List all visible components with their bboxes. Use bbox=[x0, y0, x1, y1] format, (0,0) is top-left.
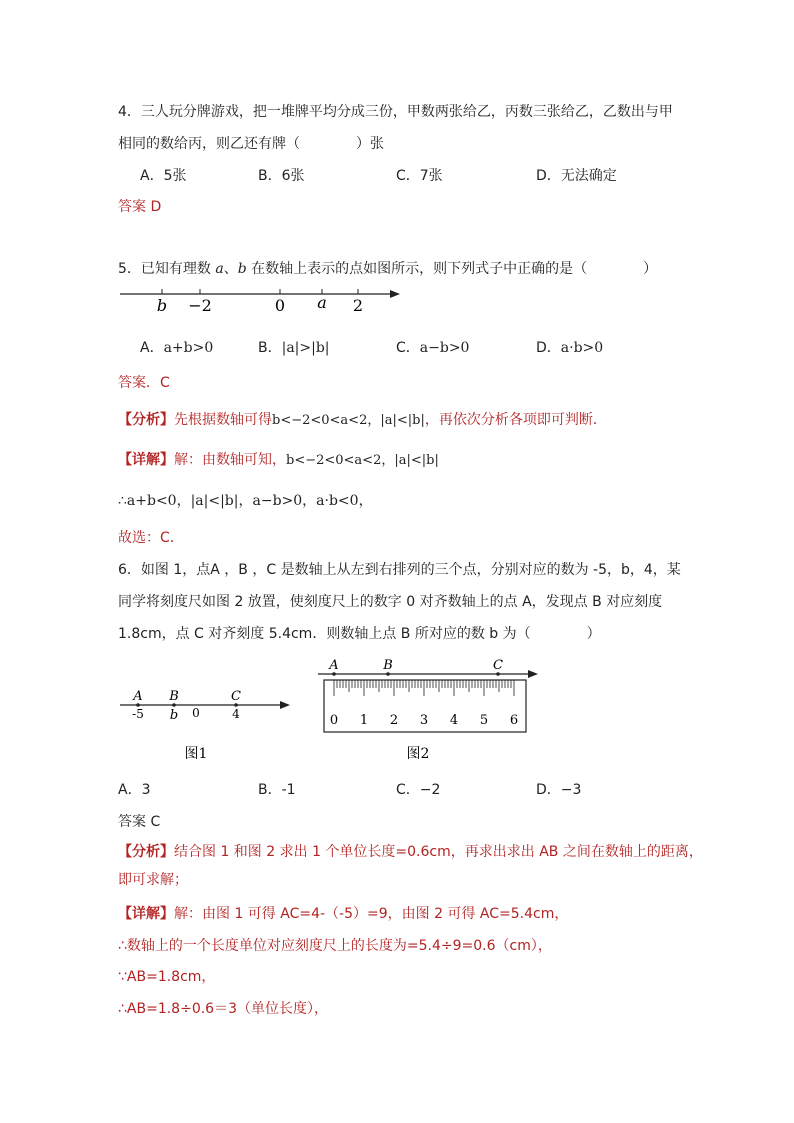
label-2: 2 bbox=[352, 296, 364, 315]
axis-arrow bbox=[390, 290, 400, 298]
q4-option-c: C．7张 bbox=[396, 168, 443, 184]
svg-text:A: A bbox=[329, 658, 339, 673]
q5-analysis: 【分析】先根据数轴可得b<−2<0<a<2，|a|<|b|，再依次分析各项即可判断． bbox=[118, 412, 607, 428]
q5-option-a: A．a+b>0 bbox=[140, 340, 214, 356]
svg-text:B: B bbox=[169, 689, 179, 704]
detail-tag: 【详解】 bbox=[118, 452, 174, 468]
q5-choose: 故选：C． bbox=[118, 530, 184, 546]
q5-option-b: B．|a|>|b| bbox=[258, 340, 330, 356]
q6-detail-line2: ∴数轴上的一个长度单位对应刻度尺上的长度为=5.4÷9=0.6（cm）， bbox=[118, 938, 552, 954]
q5-sep: 、 bbox=[223, 261, 238, 277]
svg-text:C: C bbox=[493, 658, 503, 673]
svg-text:2: 2 bbox=[389, 713, 399, 728]
q6-option-b: B．-1 bbox=[258, 782, 296, 798]
fig1-arrow bbox=[280, 701, 290, 709]
q6-detail-line1: 【详解】解：由图 1 可得 AC=4-（-5）=9，由图 2 可得 AC=5.4cm， bbox=[118, 906, 569, 922]
svg-text:6: 6 bbox=[509, 713, 519, 728]
q5-var-a: a bbox=[215, 261, 224, 277]
svg-text:B: B bbox=[383, 658, 393, 673]
svg-text:3: 3 bbox=[419, 713, 429, 728]
q6-option-d: D．−3 bbox=[536, 782, 582, 798]
fig2-arrow bbox=[528, 670, 538, 678]
q5-option-d: D．a·b>0 bbox=[536, 340, 604, 356]
q5-number-line bbox=[118, 282, 408, 316]
label-a: a bbox=[317, 293, 327, 312]
q5-detail: 【详解】解：由数轴可知，b<−2<0<a<2，|a|<|b| bbox=[118, 452, 439, 468]
q5-stem-b: 在数轴上表示的点如图所示，则下列式子中正确的是（ ） bbox=[246, 261, 658, 277]
q6-detail-line3: ∵AB=1.8cm， bbox=[118, 969, 216, 985]
svg-text:A: A bbox=[133, 689, 143, 704]
q5-therefore: ∴a+b<0，|a|<|b|，a−b>0，a·b<0， bbox=[118, 493, 373, 509]
q5-var-b: b bbox=[237, 261, 247, 277]
svg-text:0: 0 bbox=[192, 706, 200, 720]
q6-analysis-line2: 即可求解； bbox=[118, 872, 188, 888]
svg-text:5: 5 bbox=[479, 713, 489, 728]
q4-option-d: D．无法确定 bbox=[536, 168, 617, 184]
q6-option-a: A．3 bbox=[118, 782, 151, 798]
q4-option-b: B．6张 bbox=[258, 168, 305, 184]
q6-stem-line2: 同学将刻度尺如图 2 放置，使刻度尺上的数字 0 对齐数轴上的点 A，发现点 B 对应刻度 bbox=[118, 594, 663, 610]
svg-text:b: b bbox=[169, 708, 179, 723]
q6-detail-line4: ∴AB=1.8÷0.6＝3（单位长度）， bbox=[118, 1001, 328, 1017]
q4-option-a: A．5张 bbox=[140, 168, 187, 184]
q6-stem-line3: 1.8cm，点 C 对齐刻度 5.4cm．则数轴上点 B 所对应的数 b 为（ ） bbox=[118, 626, 601, 642]
svg-text:-5: -5 bbox=[132, 707, 144, 721]
svg-text:1: 1 bbox=[359, 713, 369, 728]
svg-text:4: 4 bbox=[449, 713, 459, 728]
svg-text:0: 0 bbox=[329, 713, 339, 728]
q4-answer: 答案 D bbox=[118, 199, 162, 215]
fig2-caption: 图2 bbox=[406, 746, 430, 762]
fig1-caption: 图1 bbox=[184, 746, 208, 762]
q5-stem-a: 5．已知有理数 bbox=[118, 261, 216, 277]
ruler-ticks bbox=[334, 680, 514, 696]
q5-option-c: C．a−b>0 bbox=[396, 340, 470, 356]
q6-analysis-line1: 【分析】结合图 1 和图 2 求出 1 个单位长度=0.6cm，再求出求出 AB 之间在数轴上的距离， bbox=[118, 844, 703, 860]
q5-stem bbox=[118, 259, 657, 279]
label-neg2: −2 bbox=[188, 296, 212, 315]
svg-text:4: 4 bbox=[232, 707, 240, 721]
analysis-tag: 【分析】 bbox=[118, 412, 174, 428]
q6-figure2 bbox=[316, 656, 548, 770]
svg-text:C: C bbox=[231, 689, 241, 704]
label-0: 0 bbox=[274, 296, 286, 315]
q4-stem-line2: 相同的数给丙，则乙还有牌（ ）张 bbox=[118, 136, 384, 152]
label-b: b bbox=[156, 296, 168, 315]
q6-option-c: C．−2 bbox=[396, 782, 441, 798]
q6-answer: 答案 C bbox=[118, 814, 161, 830]
q5-answer: 答案．C bbox=[118, 375, 170, 391]
q6-figure1 bbox=[118, 684, 298, 770]
q4-stem-line1: 4．三人玩分牌游戏，把一堆牌平均分成三份，甲数两张给乙，丙数三张给乙，乙数出与甲 bbox=[118, 104, 673, 120]
q6-stem-line1: 6．如图 1，点A ，B ，C 是数轴上从左到右排列的三个点，分别对应的数为 -5，b，4，某 bbox=[118, 562, 681, 578]
